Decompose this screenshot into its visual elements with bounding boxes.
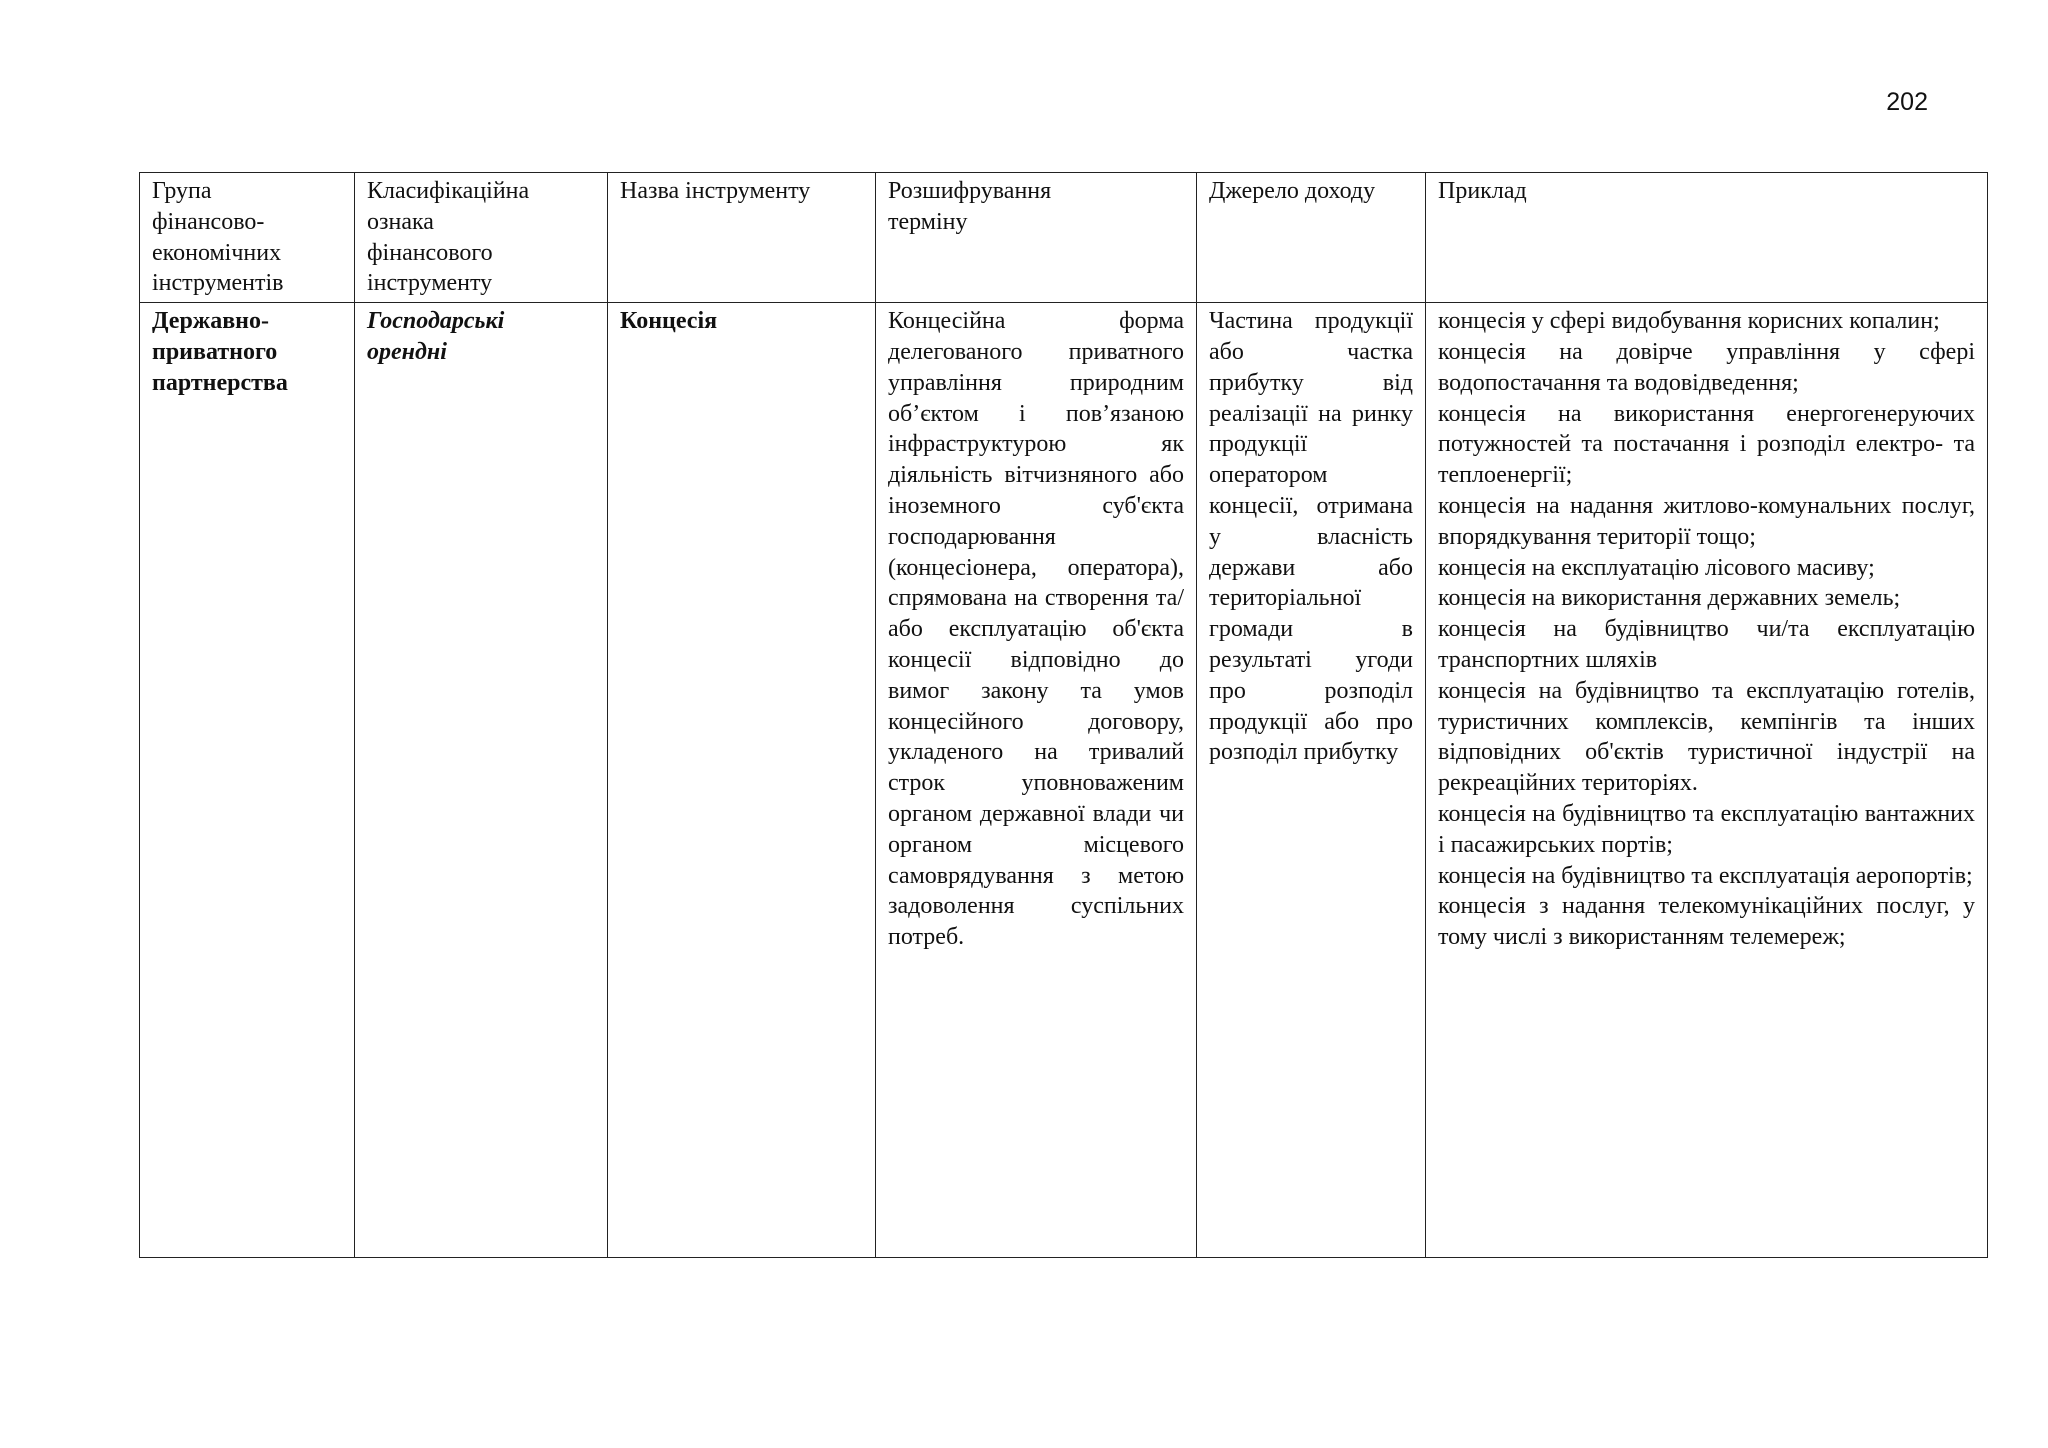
classification-text: Господарські орендні: [367, 308, 505, 365]
header-group-label: Група фінансово-економічних інструментів: [152, 178, 284, 297]
cell-classification: [355, 303, 608, 1258]
example-item: концесія на будівництво та експлуатація аеропортів;: [1438, 862, 1973, 889]
table-header-row: [140, 173, 1988, 303]
table-row: [140, 303, 1988, 1258]
example-item: концесія на довірче управління у сфері водопостачання та водовідведення;: [1438, 338, 1975, 396]
header-example: [1426, 173, 1988, 303]
cell-income-source: [1197, 303, 1426, 1258]
example-item: концесія на використання енергогенеруючих потужностей та постачання і розподіл електро- та теплоенергії;: [1438, 400, 1975, 489]
example-item: концесія у сфері видобування корисних копалин;: [1438, 308, 1940, 335]
instrument-name-text: Концесія: [620, 308, 718, 335]
group-text: Державно-приватного партнерства: [152, 308, 288, 396]
cell-definition: [876, 303, 1197, 1258]
header-classification: [355, 173, 608, 303]
definition-text: Концесійна форма делегованого приватного управління природним об’єктом і пов’язаною інфраструктурою як діяльність вітчизняного або іноземного суб'єкта господарювання (концесіонера, оператора), спрямована на створення та/або експлуатацію об'єкта концесії відповідно до вимог закону та умов концесійного договору, укладеного на тривалий строк уповноваженим органом державної влади чи органом місцевого самоврядування з метою задоволення суспільних потреб.: [888, 308, 1184, 951]
cell-example: [1426, 303, 1988, 1258]
cell-group: [140, 303, 355, 1258]
example-item: концесія на будівництво та експлуатацію готелів, туристичних комплексів, кемпінгів та інших відповідних об'єктів туристичної індустрії на рекреаційних територіях.: [1438, 677, 1975, 797]
example-item: концесія на будівництво чи/та експлуатацію транспортних шляхів: [1438, 616, 1975, 673]
header-group: [140, 173, 355, 303]
header-example-label: Приклад: [1438, 178, 1527, 204]
header-income-source-label: Джерело доходу: [1209, 178, 1376, 204]
header-definition-label: Розшифрування терміну: [888, 178, 1052, 235]
example-item: концесія на будівництво та експлуатацію вантажних і пасажирських портів;: [1438, 800, 1975, 858]
page-number: 202: [1886, 88, 1928, 116]
header-income-source: [1197, 173, 1426, 303]
header-instrument-name-label: Назва інструменту: [620, 178, 811, 204]
example-item: концесія на надання житлово-комунальних послуг, впорядкування території тощо;: [1438, 492, 1975, 550]
header-classification-label: Класифікаційна ознака фінансового інструменту: [367, 178, 530, 297]
header-instrument-name: [608, 173, 876, 303]
instruments-table: [139, 172, 1988, 1258]
example-item: концесія на використання державних земель;: [1438, 585, 1901, 612]
example-item: концесія з надання телекомунікаційних послуг, у тому числі з використанням телемереж;: [1438, 893, 1975, 951]
header-definition: [876, 173, 1197, 303]
example-item: концесія на експлуатацію лісового масиву;: [1438, 554, 1875, 581]
cell-instrument-name: [608, 303, 876, 1258]
income-source-text: Частина продукції або частка прибутку від реалізації на ринку продукції оператором концесії, отримана у власність держави або територіальної громади в результаті угоди про розподіл продукції або про розподіл прибутку: [1209, 308, 1413, 766]
